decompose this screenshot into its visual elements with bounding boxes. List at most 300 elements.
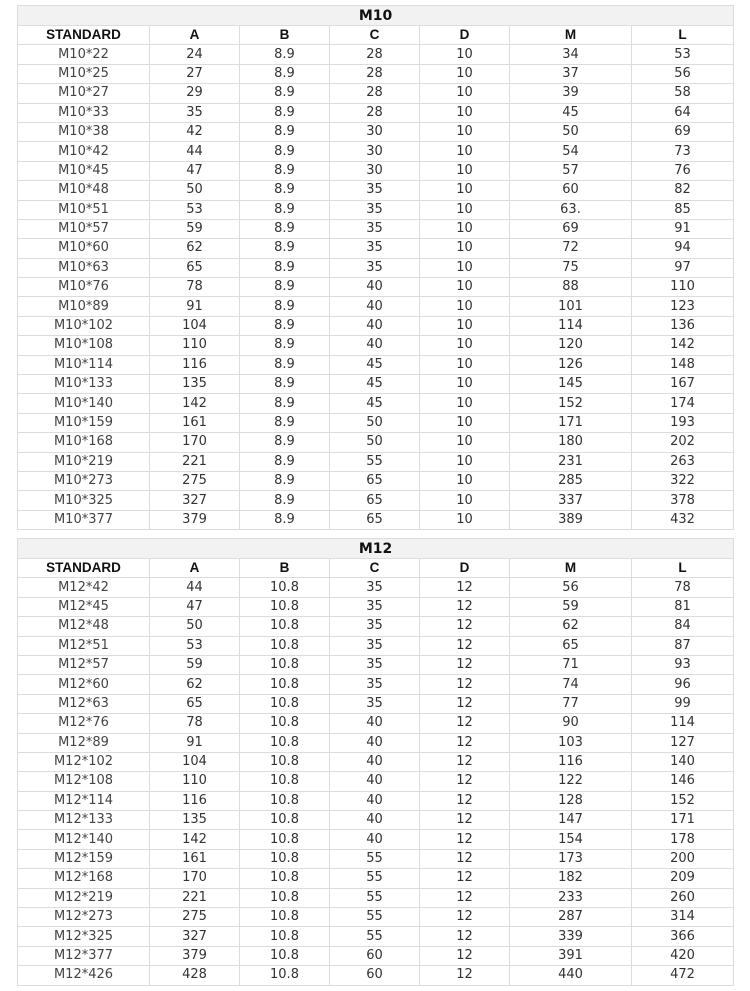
table-cell: 10 — [420, 84, 510, 103]
table-cell: 104 — [150, 316, 240, 335]
table-cell: 322 — [632, 471, 734, 490]
table-cell: M12*60 — [18, 675, 150, 694]
table-cell: 88 — [510, 278, 632, 297]
table-cell: 171 — [632, 811, 734, 830]
table-cell: 87 — [632, 636, 734, 655]
table-cell: 47 — [150, 597, 240, 616]
table-cell: 91 — [632, 219, 734, 238]
table-cell: 275 — [150, 908, 240, 927]
table-cell: 12 — [420, 733, 510, 752]
table-row — [18, 413, 734, 432]
table-cell: 65 — [150, 258, 240, 277]
table-cell: M10*57 — [18, 219, 150, 238]
table-cell: 40 — [330, 830, 420, 849]
table-cell: 81 — [632, 597, 734, 616]
table-cell: 287 — [510, 908, 632, 927]
table-cell: 42 — [150, 122, 240, 141]
table-cell: 50 — [150, 181, 240, 200]
table-cell: 50 — [150, 617, 240, 636]
table-cell: 75 — [510, 258, 632, 277]
table-cell: 314 — [632, 908, 734, 927]
table-cell: 110 — [150, 336, 240, 355]
table-cell: 28 — [330, 103, 420, 122]
table-row — [18, 946, 734, 965]
table-cell: 10.8 — [240, 675, 330, 694]
table-cell: M10*273 — [18, 471, 150, 490]
table-cell: 97 — [632, 258, 734, 277]
table-cell: M12*76 — [18, 714, 150, 733]
table-cell: 35 — [330, 200, 420, 219]
table-cell: 63. — [510, 200, 632, 219]
table-cell: 10.8 — [240, 772, 330, 791]
column-header: B — [240, 26, 330, 45]
table-cell: 10 — [420, 297, 510, 316]
table-cell: 101 — [510, 297, 632, 316]
table-cell: 8.9 — [240, 161, 330, 180]
table-cell: 135 — [150, 811, 240, 830]
table-row — [18, 636, 734, 655]
table-cell: 85 — [632, 200, 734, 219]
table-cell: 35 — [330, 258, 420, 277]
table-cell: 65 — [330, 491, 420, 510]
table-cell: M10*102 — [18, 316, 150, 335]
column-header: A — [150, 26, 240, 45]
table-cell: 40 — [330, 316, 420, 335]
table-cell: 84 — [632, 617, 734, 636]
table-cell: 10 — [420, 258, 510, 277]
table-cell: 39 — [510, 84, 632, 103]
table-row — [18, 375, 734, 394]
table-cell: M10*140 — [18, 394, 150, 413]
table-row — [18, 258, 734, 277]
table-cell: 40 — [330, 772, 420, 791]
table-cell: 10.8 — [240, 869, 330, 888]
table-cell: 45 — [330, 355, 420, 374]
table-cell: 114 — [632, 714, 734, 733]
table-cell: 40 — [330, 336, 420, 355]
table-cell: 8.9 — [240, 297, 330, 316]
table-row — [18, 694, 734, 713]
table-cell: 145 — [510, 375, 632, 394]
table-row — [18, 316, 734, 335]
column-header: STANDARD — [18, 26, 150, 45]
table-cell: 114 — [510, 316, 632, 335]
table-cell: 174 — [632, 394, 734, 413]
table-cell: 209 — [632, 869, 734, 888]
table-cell: 12 — [420, 714, 510, 733]
table-cell: M10*33 — [18, 103, 150, 122]
table-cell: 8.9 — [240, 200, 330, 219]
table-cell: 40 — [330, 811, 420, 830]
column-header: STANDARD — [18, 559, 150, 578]
table-cell: 10.8 — [240, 888, 330, 907]
table-row — [18, 752, 734, 771]
table-row — [18, 336, 734, 355]
table-cell: 142 — [632, 336, 734, 355]
table-cell: M10*27 — [18, 84, 150, 103]
table-cell: 8.9 — [240, 336, 330, 355]
table-row — [18, 772, 734, 791]
table-cell: 57 — [510, 161, 632, 180]
table-cell: 28 — [330, 45, 420, 64]
table-cell: 148 — [632, 355, 734, 374]
table-cell: 55 — [330, 849, 420, 868]
table-cell: 120 — [510, 336, 632, 355]
table-cell: 60 — [510, 181, 632, 200]
table-cell: 103 — [510, 733, 632, 752]
table-cell: 65 — [150, 694, 240, 713]
table-cell: 12 — [420, 791, 510, 810]
table-cell: 432 — [632, 510, 734, 529]
table-cell: 10.8 — [240, 733, 330, 752]
table-cell: 10.8 — [240, 830, 330, 849]
table-cell: 366 — [632, 927, 734, 946]
table-cell: 45 — [330, 375, 420, 394]
table-cell: 69 — [510, 219, 632, 238]
table-cell: 327 — [150, 491, 240, 510]
m12-header-row — [18, 559, 734, 578]
table-cell: 472 — [632, 966, 734, 985]
table-cell: 96 — [632, 675, 734, 694]
table-row — [18, 122, 734, 141]
m10-header-row — [18, 26, 734, 45]
table-cell: M10*38 — [18, 122, 150, 141]
table-cell: 93 — [632, 655, 734, 674]
column-header: C — [330, 559, 420, 578]
table-row — [18, 452, 734, 471]
table-cell: M10*114 — [18, 355, 150, 374]
column-header: C — [330, 26, 420, 45]
table-cell: 77 — [510, 694, 632, 713]
table-cell: 27 — [150, 64, 240, 83]
table-cell: M12*159 — [18, 849, 150, 868]
table-row — [18, 142, 734, 161]
column-header: A — [150, 559, 240, 578]
table-cell: 12 — [420, 869, 510, 888]
table-cell: 54 — [510, 142, 632, 161]
table-cell: 55 — [330, 888, 420, 907]
table-cell: 53 — [632, 45, 734, 64]
table-row — [18, 927, 734, 946]
table-cell: 10 — [420, 471, 510, 490]
table-cell: 8.9 — [240, 45, 330, 64]
table-cell: 8.9 — [240, 103, 330, 122]
table-cell: 94 — [632, 239, 734, 258]
table-cell: 10 — [420, 103, 510, 122]
table-cell: 167 — [632, 375, 734, 394]
table-row — [18, 655, 734, 674]
table-cell: M10*51 — [18, 200, 150, 219]
table-cell: 62 — [510, 617, 632, 636]
table-cell: 8.9 — [240, 142, 330, 161]
table-cell: 420 — [632, 946, 734, 965]
table-cell: 10.8 — [240, 578, 330, 597]
table-cell: 55 — [330, 452, 420, 471]
table-row — [18, 355, 734, 374]
table-cell: 337 — [510, 491, 632, 510]
table-cell: 10.8 — [240, 597, 330, 616]
table-cell: M12*102 — [18, 752, 150, 771]
table-cell: 99 — [632, 694, 734, 713]
table-row — [18, 433, 734, 452]
table-row — [18, 103, 734, 122]
table-cell: 55 — [330, 908, 420, 927]
table-row — [18, 181, 734, 200]
table-row — [18, 675, 734, 694]
table-cell: 55 — [330, 927, 420, 946]
table-cell: M12*426 — [18, 966, 150, 985]
table-cell: 45 — [510, 103, 632, 122]
table-cell: 104 — [150, 752, 240, 771]
table-cell: 8.9 — [240, 239, 330, 258]
table-cell: 50 — [330, 413, 420, 432]
table-cell: 78 — [150, 714, 240, 733]
table-cell: 35 — [330, 219, 420, 238]
table-cell: 12 — [420, 617, 510, 636]
table-cell: M10*22 — [18, 45, 150, 64]
table-cell: M12*140 — [18, 830, 150, 849]
table-cell: M12*377 — [18, 946, 150, 965]
m12-table-body — [18, 539, 734, 986]
table-cell: 10 — [420, 316, 510, 335]
table-cell: 178 — [632, 830, 734, 849]
table-cell: 91 — [150, 297, 240, 316]
table-cell: 10 — [420, 64, 510, 83]
table-cell: M10*45 — [18, 161, 150, 180]
table-row — [18, 45, 734, 64]
table-cell: 10 — [420, 161, 510, 180]
table-cell: M12*51 — [18, 636, 150, 655]
table-cell: M12*48 — [18, 617, 150, 636]
table-cell: 136 — [632, 316, 734, 335]
table-cell: 12 — [420, 888, 510, 907]
table-cell: 12 — [420, 772, 510, 791]
table-cell: 8.9 — [240, 181, 330, 200]
table-cell: 12 — [420, 675, 510, 694]
table-cell: 65 — [330, 471, 420, 490]
table-cell: 379 — [150, 946, 240, 965]
m10-table — [17, 5, 734, 530]
table-cell: 82 — [632, 181, 734, 200]
table-cell: 10 — [420, 122, 510, 141]
table-cell: 378 — [632, 491, 734, 510]
table-row — [18, 84, 734, 103]
table-cell: 8.9 — [240, 452, 330, 471]
table-cell: 8.9 — [240, 510, 330, 529]
table-cell: M10*133 — [18, 375, 150, 394]
table-cell: 12 — [420, 946, 510, 965]
table-cell: 47 — [150, 161, 240, 180]
table-cell: M12*45 — [18, 597, 150, 616]
table-cell: 29 — [150, 84, 240, 103]
table-cell: 12 — [420, 655, 510, 674]
table-cell: M12*108 — [18, 772, 150, 791]
table-cell: 127 — [632, 733, 734, 752]
table-cell: 10.8 — [240, 908, 330, 927]
table-cell: 10.8 — [240, 617, 330, 636]
table-row — [18, 733, 734, 752]
table-cell: 10 — [420, 394, 510, 413]
table-cell: 28 — [330, 64, 420, 83]
table-cell: 173 — [510, 849, 632, 868]
table-cell: 50 — [330, 433, 420, 452]
table-cell: 10 — [420, 375, 510, 394]
table-cell: M12*133 — [18, 811, 150, 830]
table-row — [18, 394, 734, 413]
table-cell: 53 — [150, 636, 240, 655]
table-cell: 59 — [150, 655, 240, 674]
table-cell: 10 — [420, 433, 510, 452]
table-cell: 170 — [150, 869, 240, 888]
table-row — [18, 161, 734, 180]
table-cell: 44 — [150, 142, 240, 161]
table-cell: 10.8 — [240, 811, 330, 830]
table-cell: 35 — [330, 675, 420, 694]
table-cell: 193 — [632, 413, 734, 432]
table-cell: 10.8 — [240, 927, 330, 946]
table-cell: 8.9 — [240, 316, 330, 335]
column-header: M — [510, 559, 632, 578]
table-row — [18, 297, 734, 316]
table-cell: M10*42 — [18, 142, 150, 161]
table-cell: 147 — [510, 811, 632, 830]
table-cell: M12*42 — [18, 578, 150, 597]
table-cell: 116 — [510, 752, 632, 771]
table-cell: M10*48 — [18, 181, 150, 200]
table-cell: M10*25 — [18, 64, 150, 83]
table-cell: 73 — [632, 142, 734, 161]
column-header: B — [240, 559, 330, 578]
table-cell: 40 — [330, 278, 420, 297]
table-row — [18, 811, 734, 830]
table-cell: M12*114 — [18, 791, 150, 810]
table-cell: 10 — [420, 491, 510, 510]
table-cell: 12 — [420, 597, 510, 616]
table-cell: 10.8 — [240, 791, 330, 810]
table-cell: 35 — [330, 617, 420, 636]
table-cell: 8.9 — [240, 64, 330, 83]
table-cell: 231 — [510, 452, 632, 471]
column-header: M — [510, 26, 632, 45]
table-cell: 10 — [420, 181, 510, 200]
table-cell: 391 — [510, 946, 632, 965]
table-cell: 53 — [150, 200, 240, 219]
table-cell: 12 — [420, 752, 510, 771]
table-cell: 62 — [150, 675, 240, 694]
table-cell: 74 — [510, 675, 632, 694]
table-row — [18, 578, 734, 597]
m10-table-body — [18, 6, 734, 530]
table-cell: 30 — [330, 161, 420, 180]
table-cell: 10 — [420, 219, 510, 238]
table-cell: 135 — [150, 375, 240, 394]
table-cell: M10*76 — [18, 278, 150, 297]
table-cell: 263 — [632, 452, 734, 471]
table-cell: 12 — [420, 966, 510, 985]
table-row — [18, 278, 734, 297]
table-cell: 40 — [330, 752, 420, 771]
table-cell: 90 — [510, 714, 632, 733]
table-cell: 8.9 — [240, 394, 330, 413]
table-row — [18, 869, 734, 888]
table-cell: 12 — [420, 811, 510, 830]
table-cell: 37 — [510, 64, 632, 83]
table-cell: 116 — [150, 355, 240, 374]
table-cell: 72 — [510, 239, 632, 258]
table-row — [18, 908, 734, 927]
table-cell: M12*57 — [18, 655, 150, 674]
table-cell: 56 — [632, 64, 734, 83]
table-cell: 171 — [510, 413, 632, 432]
table-cell: 428 — [150, 966, 240, 985]
table-cell: M12*273 — [18, 908, 150, 927]
table-cell: 10 — [420, 510, 510, 529]
table-cell: 35 — [330, 597, 420, 616]
table-cell: 10 — [420, 200, 510, 219]
table-cell: 142 — [150, 830, 240, 849]
table-cell: 10.8 — [240, 752, 330, 771]
table-cell: 40 — [330, 297, 420, 316]
table-cell: 170 — [150, 433, 240, 452]
table-cell: 152 — [632, 791, 734, 810]
table-cell: 233 — [510, 888, 632, 907]
column-header: L — [632, 559, 734, 578]
table-cell: M10*63 — [18, 258, 150, 277]
table-cell: 78 — [150, 278, 240, 297]
table-row — [18, 510, 734, 529]
table-cell: 8.9 — [240, 278, 330, 297]
table-cell: 389 — [510, 510, 632, 529]
table-cell: 10.8 — [240, 694, 330, 713]
table-cell: 55 — [330, 869, 420, 888]
table-cell: 10 — [420, 355, 510, 374]
table-cell: 35 — [330, 694, 420, 713]
table-cell: 24 — [150, 45, 240, 64]
table-cell: 8.9 — [240, 491, 330, 510]
table-cell: 10 — [420, 336, 510, 355]
table-cell: M10*325 — [18, 491, 150, 510]
table-cell: 379 — [150, 510, 240, 529]
table-cell: 62 — [150, 239, 240, 258]
table-row — [18, 830, 734, 849]
table-cell: 60 — [330, 966, 420, 985]
m12-title: M12 — [18, 539, 734, 559]
table-cell: 58 — [632, 84, 734, 103]
table-cell: 65 — [330, 510, 420, 529]
table-cell: 76 — [632, 161, 734, 180]
table-cell: 35 — [330, 636, 420, 655]
table-row — [18, 64, 734, 83]
table-cell: 40 — [330, 791, 420, 810]
table-cell: 8.9 — [240, 471, 330, 490]
table-cell: 34 — [510, 45, 632, 64]
table-cell: 182 — [510, 869, 632, 888]
table-cell: 221 — [150, 888, 240, 907]
table-row — [18, 200, 734, 219]
m10-title-row — [18, 6, 734, 26]
table-cell: 161 — [150, 413, 240, 432]
table-cell: 12 — [420, 927, 510, 946]
table-cell: 64 — [632, 103, 734, 122]
table-cell: 30 — [330, 122, 420, 141]
table-cell: 154 — [510, 830, 632, 849]
table-cell: 123 — [632, 297, 734, 316]
table-cell: 10.8 — [240, 636, 330, 655]
table-cell: 78 — [632, 578, 734, 597]
table-cell: 8.9 — [240, 375, 330, 394]
table-cell: M10*108 — [18, 336, 150, 355]
table-row — [18, 597, 734, 616]
